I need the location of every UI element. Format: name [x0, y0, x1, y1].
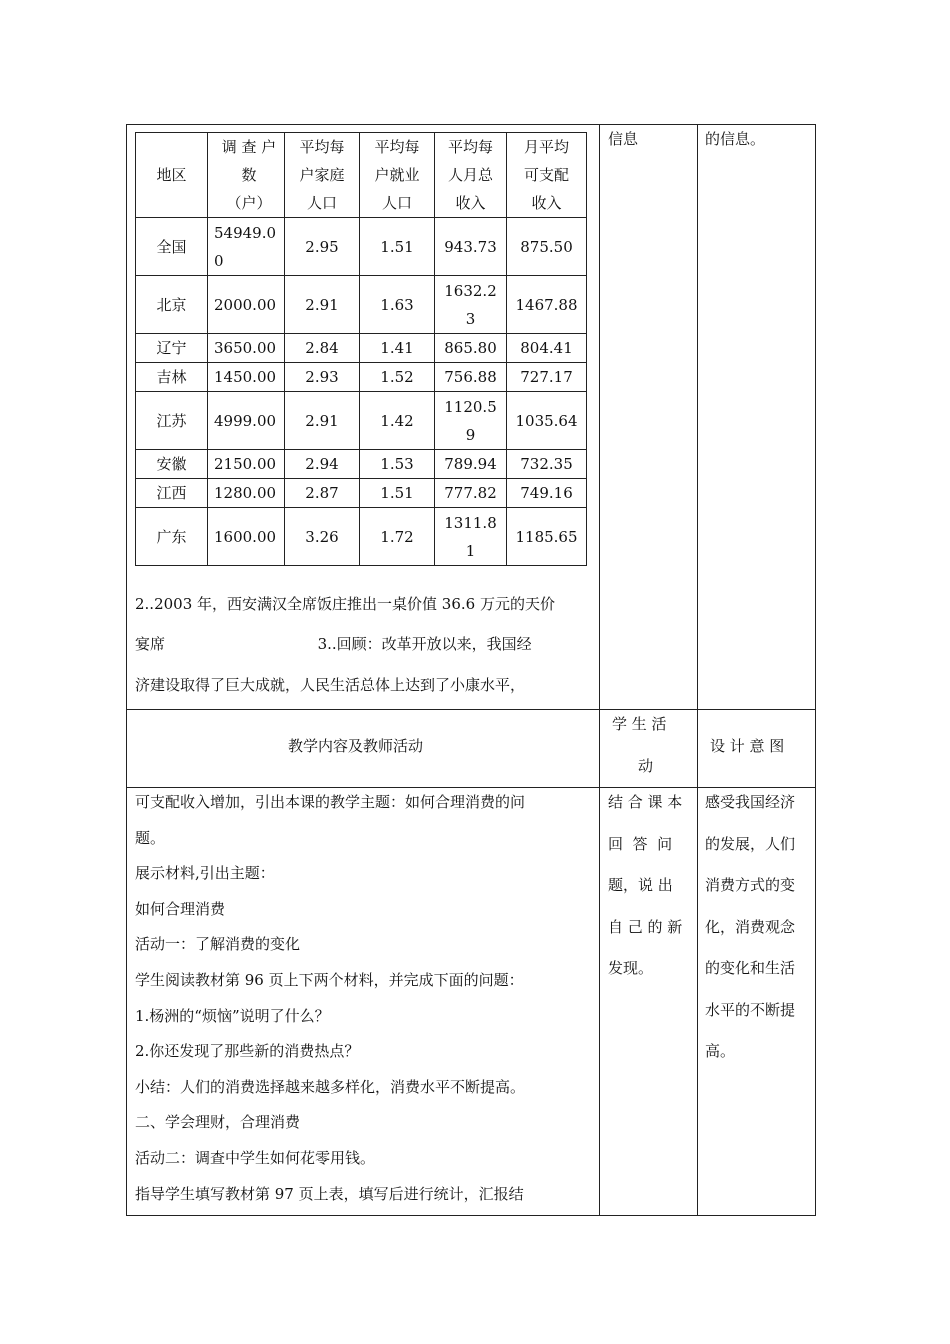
intro-paragraph-line: 济建设取得了巨大成就，人民生活总体上达到了小康水平，	[135, 676, 526, 694]
column-header-line: 收入	[455, 194, 486, 212]
student-activity-line: 题，说 出	[608, 876, 673, 894]
table-cell-value: 1467.88	[515, 295, 578, 314]
table-cell	[285, 276, 360, 334]
table-cell	[208, 479, 285, 508]
table-cell-value: 2000.00	[214, 295, 277, 314]
table-cell	[285, 218, 360, 276]
table-cell	[136, 218, 208, 276]
table-cell-value: 2.95	[305, 237, 339, 256]
table-cell	[435, 276, 507, 334]
student-activity-line: 回 答 问	[608, 834, 673, 853]
table-cell	[360, 450, 435, 479]
table-cell	[435, 392, 507, 450]
content-line: 题。	[135, 828, 166, 847]
column-header	[285, 133, 360, 218]
table-cell-value: 0	[214, 251, 224, 270]
table-cell	[360, 479, 435, 508]
table-cell	[435, 334, 507, 363]
design-intent-line: 高。	[705, 1042, 736, 1060]
table-cell-value: 吉林	[156, 368, 187, 386]
table-cell	[360, 276, 435, 334]
table-cell-value: 749.16	[520, 484, 573, 502]
student-activity-line: 结 合 课 本	[608, 793, 683, 811]
table-cell	[208, 450, 285, 479]
table-cell-value: 3.26	[305, 527, 339, 546]
design-intent-line: 感受我国经济	[705, 793, 796, 811]
table-cell-value: 1	[465, 541, 476, 560]
content-line: 2.你还发现了那些新的消费热点？	[135, 1042, 360, 1061]
table-cell	[507, 363, 587, 392]
intro-paragraph-line: 2..2003 年，西安满汉全席饭庄推出一桌价值 36.6 万元的天价	[135, 595, 555, 613]
table-cell-value: 777.82	[444, 484, 497, 502]
content-line: 1.杨洲的“烦恼”说明了什么？	[135, 1006, 330, 1025]
table-cell-value: 北京	[156, 295, 187, 314]
table-row	[136, 363, 587, 392]
design-cell-top: 的信息。	[705, 130, 766, 148]
table-cell	[208, 276, 285, 334]
table-cell	[208, 334, 285, 363]
column-header-line: 人口	[381, 194, 412, 212]
table-cell	[435, 508, 507, 566]
content-line: 二、学会理财，合理消费	[135, 1113, 301, 1132]
table-cell-value: 江苏	[156, 411, 187, 430]
table-cell	[360, 334, 435, 363]
column-header-line: 地区	[156, 166, 187, 184]
table-cell-value: 4999.00	[214, 411, 277, 430]
table-cell	[285, 392, 360, 450]
table-cell	[507, 450, 587, 479]
column-header-line: 户就业	[374, 166, 420, 184]
table-cell	[285, 479, 360, 508]
row-divider	[126, 787, 816, 788]
table-cell-value: 2.91	[305, 295, 339, 314]
table-cell	[208, 508, 285, 566]
table-cell	[507, 334, 587, 363]
table-cell	[136, 450, 208, 479]
table-cell-value: 1280.00	[214, 484, 277, 502]
table-cell-value: 1.51	[380, 484, 414, 502]
table-cell-value: 1.51	[380, 237, 414, 256]
content-line: 如何合理消费	[135, 899, 226, 918]
table-cell	[136, 363, 208, 392]
table-cell	[507, 508, 587, 566]
table-cell	[136, 334, 208, 363]
column-header-line: 调 查 户	[221, 138, 277, 156]
table-cell-value: 广东	[156, 527, 187, 546]
table-cell	[507, 276, 587, 334]
table-cell	[285, 334, 360, 363]
table-cell-value: 1.42	[380, 411, 414, 430]
table-cell	[360, 508, 435, 566]
design-column-title: 设 计 意 图	[710, 737, 785, 755]
table-row	[136, 479, 587, 508]
table-row	[136, 334, 587, 363]
column-header	[435, 133, 507, 218]
content-line: 指导学生填写教材第 97 页上表，填写后进行统计，汇报结	[135, 1184, 524, 1203]
student-column-title: 动	[638, 757, 654, 775]
table-cell-value: 1.63	[380, 295, 414, 314]
content-line: 活动二：调查中学生如何花零用钱。	[135, 1149, 376, 1167]
table-cell-value: 3650.00	[214, 339, 277, 357]
table-cell-value: 875.50	[520, 237, 573, 256]
table-cell-value: 1185.65	[515, 527, 578, 546]
table-cell-value: 辽宁	[156, 339, 187, 357]
content-line: 学生阅读教材第 96 页上下两个材料，并完成下面的问题：	[135, 971, 524, 989]
table-cell	[360, 363, 435, 392]
table-cell-value: 1632.2	[444, 281, 497, 300]
table-cell	[208, 218, 285, 276]
table-cell-value: 727.17	[520, 368, 573, 386]
table-cell-value: 2.87	[305, 484, 339, 502]
content-line: 活动一：了解消费的变化	[135, 935, 301, 954]
column-header-line: 平均每	[447, 138, 493, 156]
column-header-line: 人口	[306, 194, 337, 212]
column-header	[507, 133, 587, 218]
table-cell-value: 安徽	[156, 455, 187, 473]
column-divider	[599, 124, 600, 1216]
table-cell-value: 1035.64	[515, 411, 578, 430]
income-statistics-table	[135, 132, 587, 566]
table-cell	[507, 392, 587, 450]
table-cell-value: 1600.00	[214, 527, 277, 546]
design-intent-line: 化，消费观念	[705, 917, 796, 936]
column-header-line: 数	[241, 166, 257, 184]
column-divider	[697, 124, 698, 1216]
student-activity-line: 自 己 的 新	[608, 917, 683, 936]
table-cell-value: 1450.00	[214, 368, 277, 386]
design-intent-line: 水平的不断提	[705, 1000, 796, 1019]
column-header-line: 人月总	[447, 166, 493, 184]
column-header-line: 可支配	[523, 166, 569, 184]
table-row	[136, 392, 587, 450]
table-cell-value: 865.80	[444, 339, 497, 357]
column-header-line: 平均每	[299, 138, 345, 156]
content-line: 小结：人们的消费选择越来越多样化，消费水平不断提高。	[135, 1077, 526, 1096]
table-cell	[136, 508, 208, 566]
content-line: 可支配收入增加，引出本课的教学主题：如何合理消费的问	[135, 793, 526, 811]
table-cell	[285, 508, 360, 566]
table-cell	[507, 218, 587, 276]
table-cell-value: 1.52	[380, 368, 414, 386]
table-cell	[507, 479, 587, 508]
table-cell-value: 804.41	[520, 339, 573, 357]
table-cell	[435, 218, 507, 276]
table-cell-value: 1.72	[380, 527, 414, 546]
table-cell	[285, 363, 360, 392]
table-cell-value: 2150.00	[214, 455, 277, 473]
table-cell-value: 54949.0	[214, 223, 277, 242]
table-cell	[208, 392, 285, 450]
student-activity-line: 发现。	[608, 959, 654, 977]
table-cell-value: 1.53	[380, 455, 414, 473]
table-cell-value: 732.35	[520, 455, 573, 473]
table-cell	[208, 363, 285, 392]
table-cell-value: 943.73	[444, 237, 497, 256]
design-intent-line: 的发展，人们	[705, 834, 796, 853]
content-column-title: 教学内容及教师活动	[288, 737, 424, 755]
table-cell-value: 全国	[156, 237, 187, 256]
table-cell	[360, 218, 435, 276]
table-row	[136, 276, 587, 334]
table-cell	[136, 392, 208, 450]
table-cell	[360, 392, 435, 450]
column-header-line: （户）	[226, 194, 272, 212]
table-cell-value: 789.94	[444, 455, 497, 473]
content-line: 展示材料,引出主题：	[135, 864, 275, 883]
table-cell	[285, 450, 360, 479]
table-cell-value: 2.94	[305, 455, 339, 473]
table-cell-value: 9	[465, 425, 476, 444]
design-intent-line: 消费方式的变	[705, 876, 796, 894]
column-header	[136, 133, 208, 218]
student-cell-top: 信息	[608, 130, 639, 148]
table-cell	[136, 479, 208, 508]
table-cell-value: 2.84	[305, 339, 339, 357]
table-cell	[435, 479, 507, 508]
table-cell-value: 1311.8	[444, 513, 497, 532]
table-cell-value: 2.91	[305, 411, 339, 430]
table-cell	[435, 450, 507, 479]
student-column-title: 学 生 活	[612, 715, 667, 733]
column-header	[360, 133, 435, 218]
design-intent-line: 的变化和生活	[705, 959, 796, 977]
table-cell	[435, 363, 507, 392]
table-cell-value: 1120.5	[444, 397, 497, 416]
intro-paragraph-line: 宴席 3..回顾：改革开放以来，我国经	[135, 635, 532, 653]
table-cell-value: 3	[465, 309, 476, 328]
column-header-line: 平均每	[374, 138, 420, 156]
table-cell-value: 756.88	[444, 368, 497, 386]
table-row	[136, 218, 587, 276]
column-header	[208, 133, 285, 218]
table-cell-value: 1.41	[380, 339, 414, 357]
table-cell	[136, 276, 208, 334]
table-row	[136, 450, 587, 479]
column-header-line: 收入	[531, 194, 562, 212]
row-divider	[126, 709, 816, 710]
column-header-line: 月平均	[523, 138, 569, 156]
table-cell-value: 江西	[156, 484, 187, 502]
table-row	[136, 508, 587, 566]
table-header-row	[136, 133, 587, 218]
table-cell-value: 2.93	[305, 368, 339, 386]
column-header-line: 户家庭	[299, 166, 345, 184]
